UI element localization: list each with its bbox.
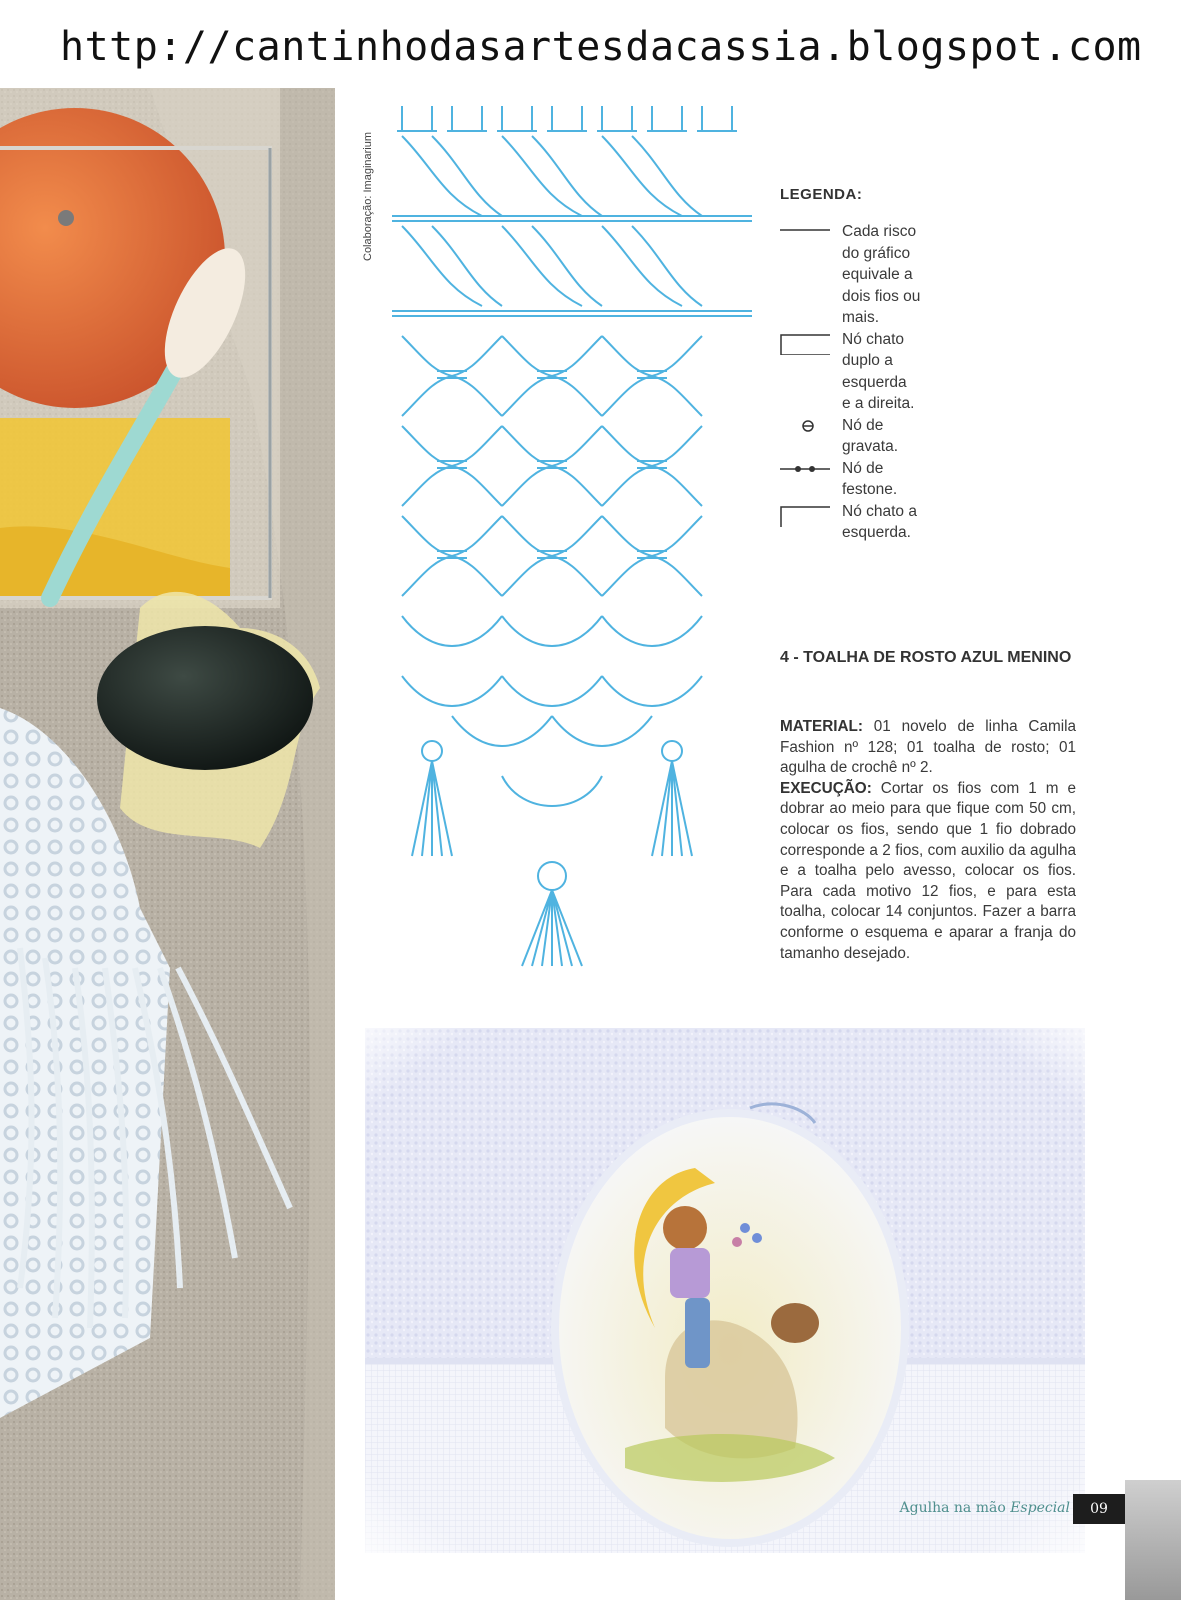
macrame-diagram (372, 96, 772, 986)
section-title: 4 - TOALHA DE ROSTO AZUL MENINO (780, 649, 1072, 666)
legend-item-left-square-knot: Nó chato a esquerda. (780, 501, 1080, 544)
legend (780, 186, 1080, 544)
page-edge (1125, 1480, 1181, 1600)
execucao-text: Cortar os fios com 1 m e dobrar ao meio para que fique com 50 cm, colocar os fios, sendo que 1 fio dobrado corresponde a 2 fios, com auxilio da agulha e a toalha pelo avesso, colocar os fios. Para cada motivo 12 fios, e para esta toalha, colocar 14 conjuntos. Fazer a barra conforme o esquema e aparar a franja do tamanho desejado. (780, 779, 1076, 962)
legend-title: LEGENDA: (780, 186, 863, 203)
magazine-name: Agulha na mão (899, 1500, 1006, 1516)
material-label: MATERIAL: (780, 718, 863, 735)
diagram-top-rows (392, 106, 752, 316)
legend-item-line: Cada risco do gráfico equivale a dois fios ou mais. (780, 221, 1080, 329)
material-text: 01 novelo de linha Camila Fashion nº 128; 01 toalha de rosto; 01 agulha de crochê nº 2. (780, 718, 1076, 777)
towel-photo (365, 1028, 1085, 1553)
diagram-scallop-rows (402, 616, 702, 806)
legend-item-tie-knot: Nó de gravata. (780, 415, 1080, 458)
magazine-edition: Especial (1010, 1500, 1070, 1516)
bath-photo (0, 88, 335, 1600)
page-number: 09 (1073, 1494, 1125, 1524)
legend-item-scallop-knot: Nó de festone. (780, 458, 1080, 501)
blog-url: http://cantinhodasartesdacassia.blogspot.com (60, 24, 1142, 70)
magazine-footer (870, 1500, 1070, 1516)
execucao-label: EXECUÇÃO: (780, 779, 872, 797)
diagram-mesh-rows (402, 336, 702, 596)
line-symbol-icon (780, 225, 830, 247)
diagram-tassels (412, 741, 692, 966)
photo-credit: Colaboração: Imaginarium (362, 131, 374, 261)
legend-item-double-square-knot: Nó chato duplo a esquerda e a direita. (780, 329, 1080, 415)
instructions-text (780, 717, 1076, 964)
double-square-knot-symbol-icon (780, 333, 830, 355)
left-square-knot-symbol-icon (780, 505, 830, 527)
scallop-knot-symbol-icon (780, 462, 830, 484)
tie-knot-symbol-icon (780, 419, 830, 441)
